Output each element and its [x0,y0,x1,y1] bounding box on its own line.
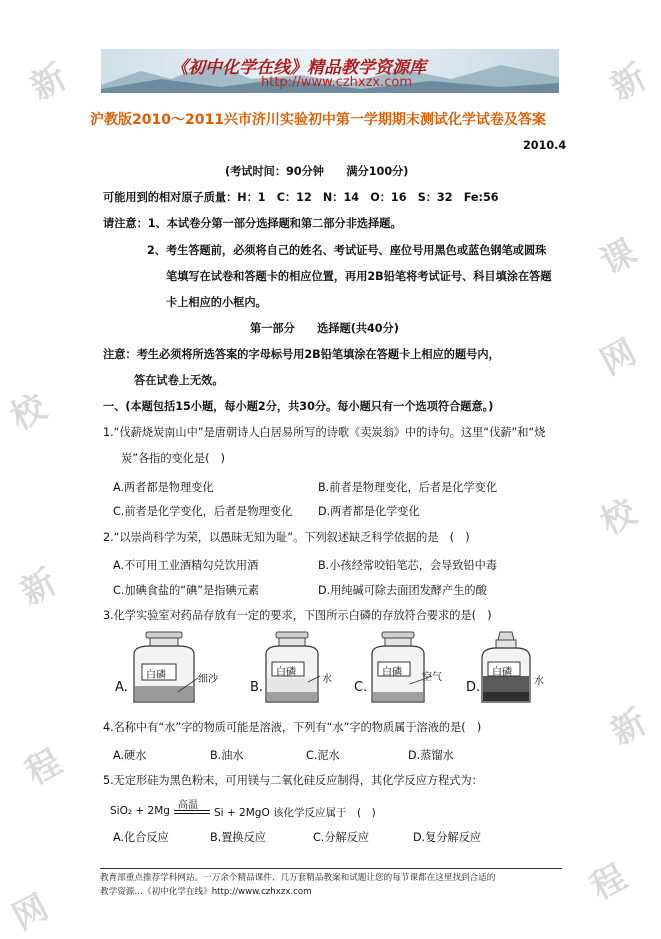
atomic-mass-line: 可能用到的相对原子质量：H：1 C：12 N：14 O：16 S：32 Fe:56 [103,191,499,204]
notice-2-line3: 卡上相应的小框内。 [166,296,267,309]
equation-arrow [174,810,210,814]
q1-option-a: A.两者都是物理变化 [113,481,214,494]
footer-line2: 教学资源…《初中化学在线》http://www.czhxzx.com [100,887,312,897]
bottle-a-note: 细沙 [198,674,218,685]
q4-option-b: B.油水 [210,749,244,762]
document-title: 沪教版2010～2011兴市济川实验初中第一学期期末测试化学试卷及答案 [90,112,546,128]
bottle-d-note: 水 [534,676,544,687]
banner-url: http://www.czhxzx.com [261,75,412,90]
bottle-c [356,630,466,706]
q1-option-c: C.前者是化学变化，后者是物理变化 [113,505,293,518]
q3-stem: 3.化学实验室对药品存放有一定的要求，下图所示白磷的存放符合要求的是( ) [103,609,492,622]
bottle-c-letter: C. [354,680,368,695]
bottle-d-label: 白磷 [492,667,512,678]
q5-option-a: A.化合反应 [113,831,169,844]
watermark-char: 课 [594,231,644,284]
watermark-char: 新 [604,701,654,754]
q5-option-c: C.分解反应 [313,831,370,844]
q2-option-c: C.加碘食盐的“碘”是指碘元素 [113,584,260,597]
q5-equation [110,798,430,822]
banner-title: 《初中化学在线》精品教学资源库 [171,58,426,78]
bottle-a-drawing [118,630,228,706]
q4-option-a: A.硬水 [113,749,147,762]
q1-option-d: D.两者都是化学变化 [318,505,420,518]
watermark-char: 网 [6,886,56,939]
footer-line1: 教育部重点推荐学科网站。一万余个精品课件、几万套精品教案和试题让您的每节课都在这里找到合适的 [100,873,496,883]
equation-left: SiO₂ + 2Mg [110,805,170,817]
watermark-char: 网 [594,331,644,384]
bottle-a-letter: A. [115,680,128,695]
watermark-char: 程 [19,741,69,794]
q4-stem: 4.名称中有“水”字的物质可能是溶液，下列有“水”字的物质属于溶液的是( ) [103,721,482,734]
document-date: 2010.4 [523,139,567,152]
equation-right: Si + 2MgO 该化学反应属于 ( ) [214,807,376,819]
bottle-d [462,630,562,706]
q5-stem: 5.无定形硅为黑色粉末，可用镁与二氧化硅反应制得，其化学反应方程式为： [103,774,483,787]
bottle-c-label: 白磷 [382,667,402,678]
q5-option-d: D.复分解反应 [413,831,482,844]
q2-stem: 2.“以崇尚科学为荣，以愚昧无知为耻”。下列叙述缺乏科学依据的是 ( ) [103,531,470,544]
q1-stem-line1: 1.“伐薪烧炭南山中”是唐朝诗人白居易所写的诗歌《卖炭翁》中的诗句。这里“伐薪”和“烧 [103,426,546,439]
note-line2: 答在试卷上无效。 [134,374,224,387]
equation-condition: 高温 [178,800,198,811]
watermark-char: 程 [584,856,634,909]
q1-option-b: B.前者是物理变化，后者是化学变化 [318,481,498,494]
watermark-char: 校 [594,491,644,544]
q1-stem-line2: 炭”各指的变化是( ) [121,452,226,465]
header-banner [101,49,559,93]
bottle-d-letter: D. [466,680,481,695]
section1-heading: 一、(本题包括15小题，每小题2分，共30分。每小题只有一个选项符合题意。) [103,400,494,413]
notice-1: 请注意：1、本试卷分第一部分选择题和第二部分非选择题。 [103,217,402,230]
note-line1: 注意：考生必须将所选答案的字母标号用2B铅笔填涂在答题卡上相应的题号内， [103,348,500,361]
part1-heading: 第一部分 选择题(共40分) [250,322,399,335]
watermark-char: 新 [14,561,64,614]
bottle-a [115,630,228,706]
watermark-char: 新 [604,56,654,109]
q2-option-a: A.不可用工业酒精勾兑饮用酒 [113,559,259,572]
bottle-b-note: 水 [322,674,332,685]
q2-option-b: B.小孩经常咬铅笔芯，会导致铅中毒 [318,559,498,572]
bottle-a-label: 白磷 [146,670,166,681]
bottle-b-label: 白磷 [276,667,296,678]
notice-2-line2: 笔填写在试卷和答题卡的相应位置，再用2B铅笔将考试证号、科目填涂在答题 [166,270,552,283]
bottle-b [248,630,348,706]
q2-option-d: D.用纯碱可除去面团发酵产生的酸 [318,584,487,597]
notice-2-line1: 2、考生答题前，必须将自己的姓名、考试证号、座位号用黑色或蓝色钢笔或圆珠 [147,244,547,257]
bottle-c-drawing [356,630,466,706]
exam-info: (考试时间：90分钟 满分100分) [225,165,409,178]
watermark-char: 校 [4,386,54,439]
bottle-c-note: 空气 [422,672,442,683]
q4-option-d: D.蒸馏水 [408,749,454,762]
q4-option-c: C.泥水 [306,749,340,762]
footer-divider [100,868,562,869]
q5-option-b: B.置换反应 [210,831,266,844]
watermark-char: 新 [24,56,74,109]
bottle-b-letter: B. [250,680,264,695]
